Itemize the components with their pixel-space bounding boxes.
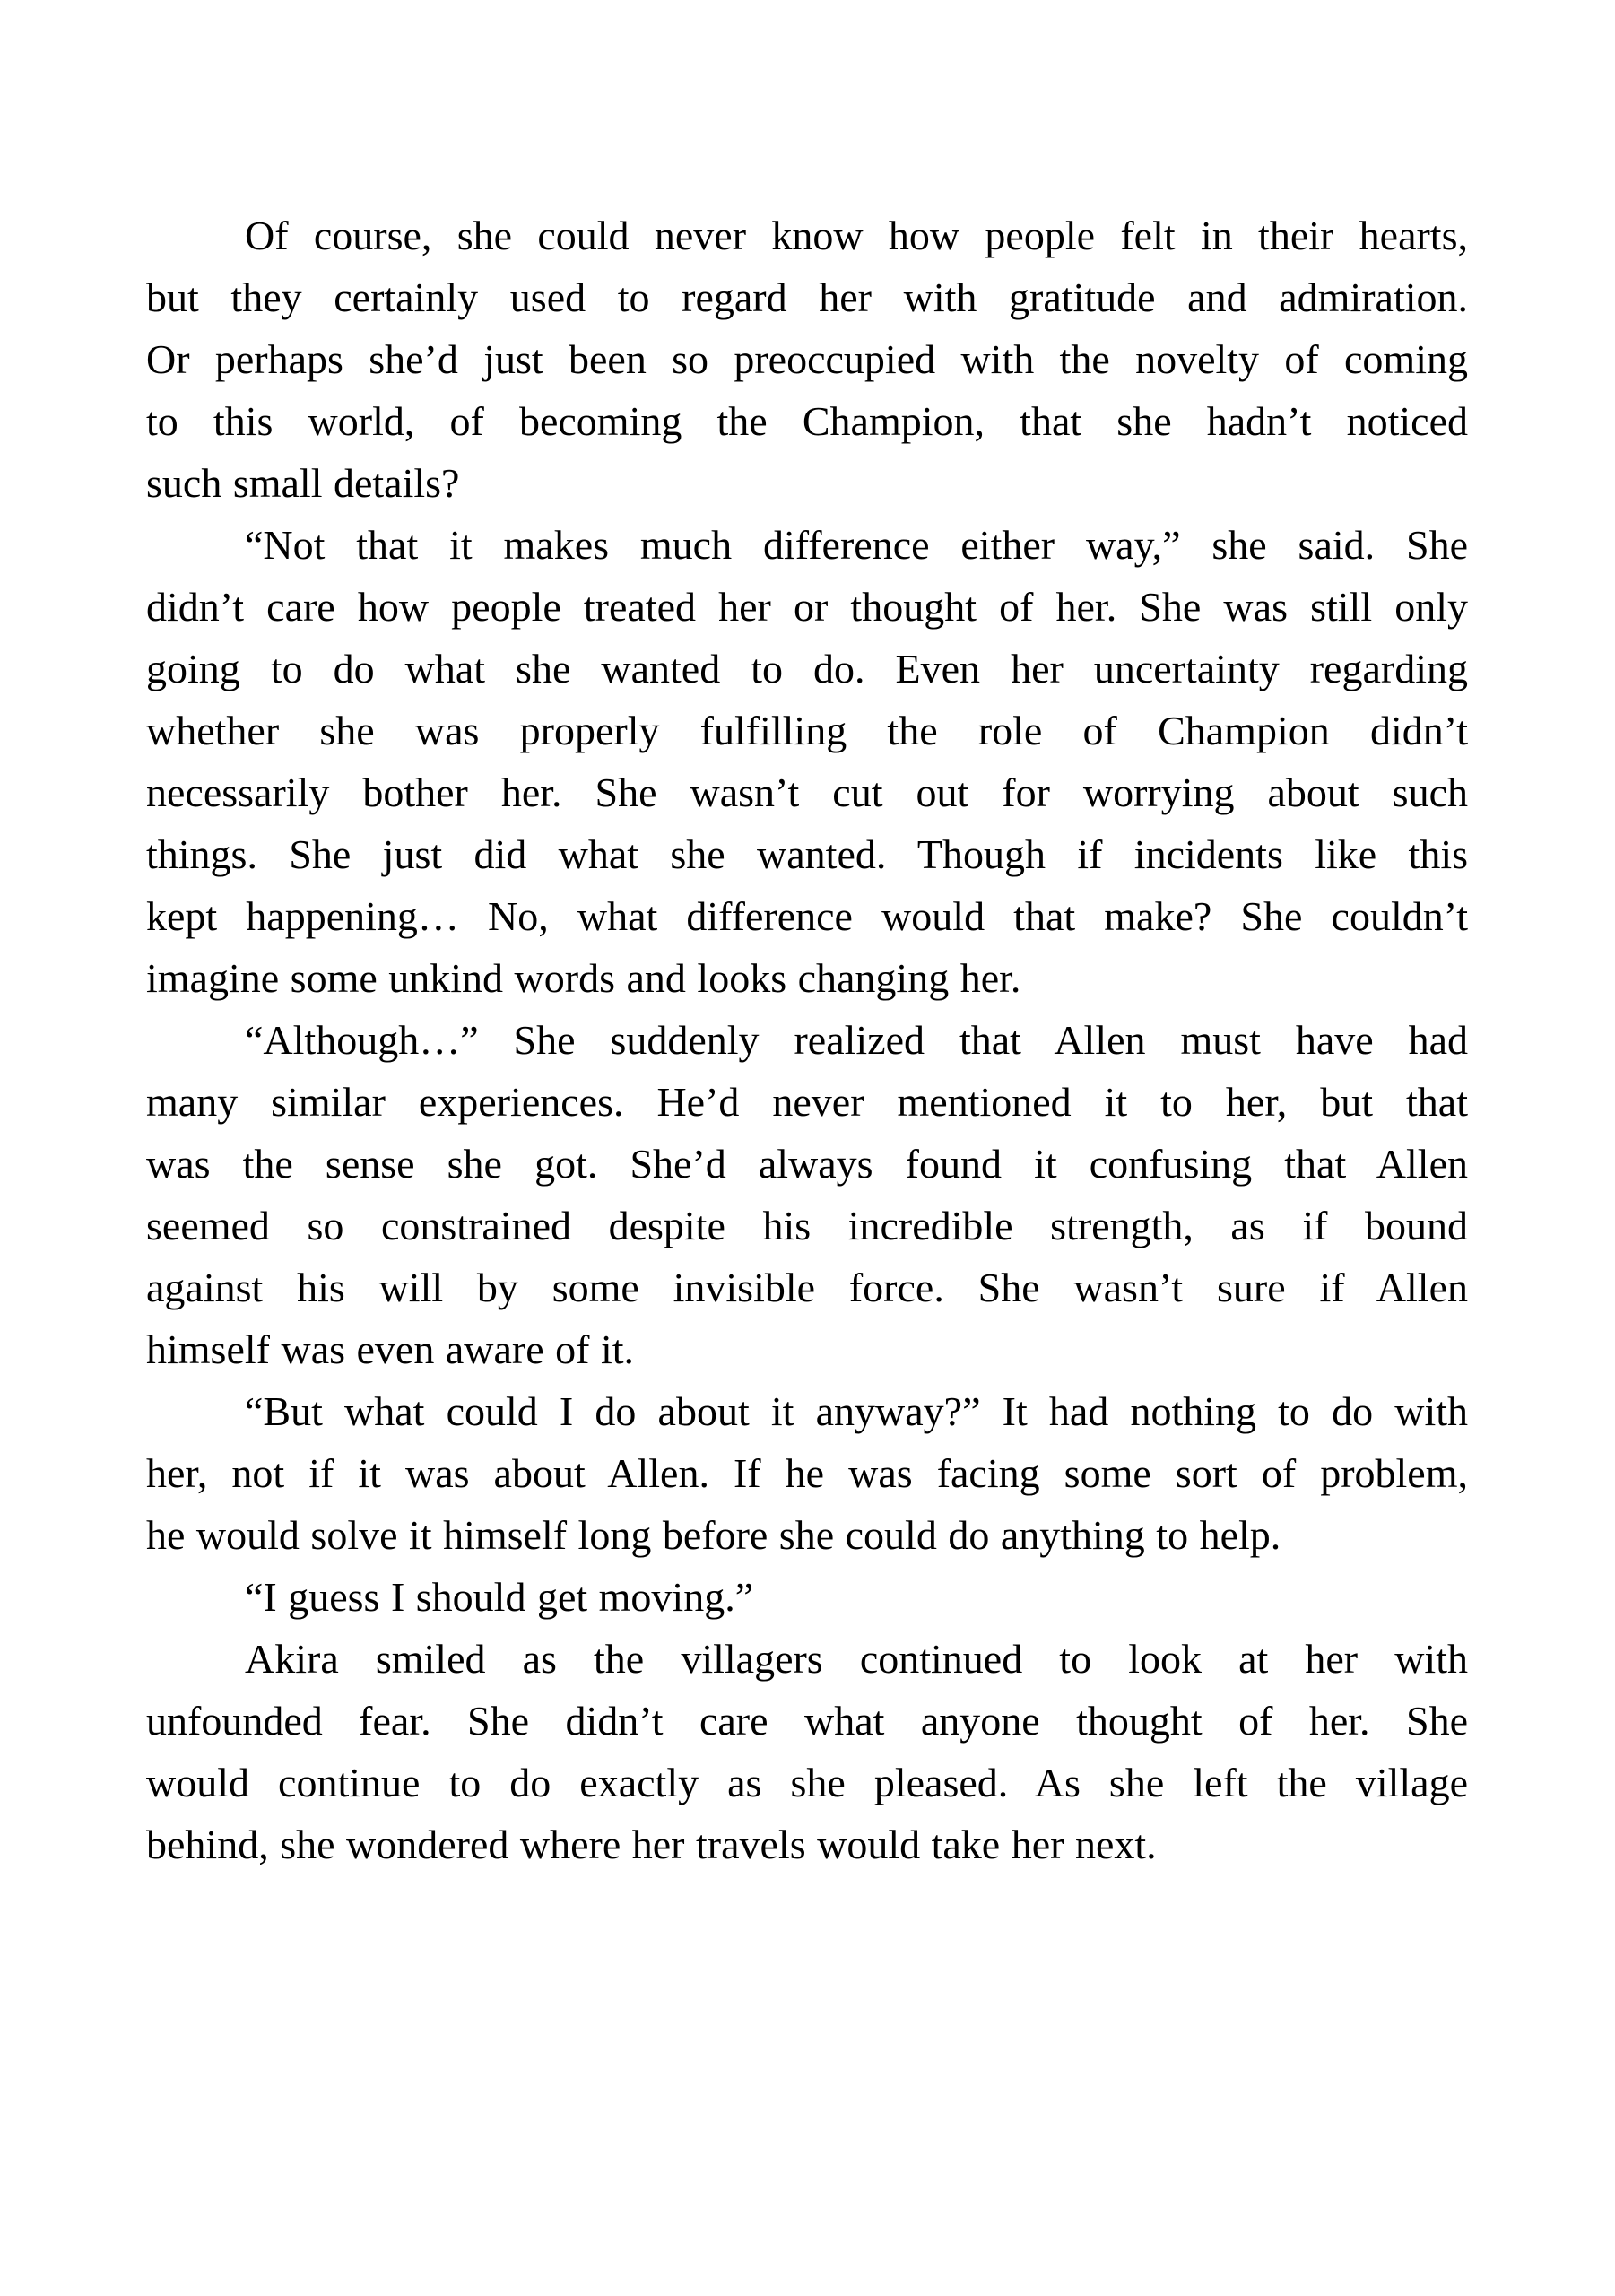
text-line: was the sense she got. She’d always found it confusing that Allen [146, 1141, 1468, 1187]
text-line: himself was even aware of it. [146, 1326, 635, 1372]
text-line: kept happening… No, what difference would that make? She couldn’t [146, 893, 1468, 939]
text-line: “Not that it makes much difference either way,” she said. She [245, 522, 1468, 568]
paragraph-4 [146, 1380, 1468, 1566]
text-line: “But what could I do about it anyway?” It had nothing to do with [245, 1388, 1468, 1434]
text-line: necessarily bother her. She wasn’t cut out for worrying about such [146, 770, 1468, 815]
text-line: Akira smiled as the villagers continued to look at her with [245, 1636, 1468, 1682]
text-line: going to do what she wanted to do. Even her uncertainty regarding [146, 646, 1468, 691]
paragraph-1 [146, 204, 1468, 514]
text-line: would continue to do exactly as she pleased. As she left the village [146, 1760, 1468, 1805]
text-line: against his will by some invisible force. She wasn’t sure if Allen [146, 1265, 1468, 1310]
text-column [146, 204, 1468, 1875]
text-line: but they certainly used to regard her with gratitude and admiration. [146, 274, 1468, 320]
paragraph-6 [146, 1628, 1468, 1875]
text-line: her, not if it was about Allen. If he was facing some sort of problem, [146, 1450, 1468, 1496]
text-line: imagine some unkind words and looks changing her. [146, 955, 1021, 1001]
text-line: Of course, she could never know how people felt in their hearts, [245, 213, 1468, 258]
paragraph-5 [146, 1566, 1468, 1628]
text-line: “Although…” She suddenly realized that Allen must have had [245, 1017, 1468, 1063]
text-line: whether she was properly fulfilling the role of Champion didn’t [146, 708, 1468, 753]
text-line: to this world, of becoming the Champion, that she hadn’t noticed [146, 398, 1468, 444]
text-line: unfounded fear. She didn’t care what anyone thought of her. She [146, 1698, 1468, 1744]
text-line: “I guess I should get moving.” [245, 1574, 754, 1620]
text-line: things. She just did what she wanted. Though if incidents like this [146, 831, 1468, 877]
paragraph-3 [146, 1009, 1468, 1380]
text-line: many similar experiences. He’d never mentioned it to her, but that [146, 1079, 1468, 1125]
paragraph-2 [146, 514, 1468, 1009]
text-line: behind, she wondered where her travels would take her next. [146, 1822, 1157, 1867]
text-line: such small details? [146, 460, 460, 506]
text-line: seemed so constrained despite his incredible strength, as if bound [146, 1203, 1468, 1248]
text-line: Or perhaps she’d just been so preoccupied with the novelty of coming [146, 336, 1468, 382]
text-line: he would solve it himself long before she could do anything to help. [146, 1512, 1281, 1558]
text-line: didn’t care how people treated her or thought of her. She was still only [146, 584, 1468, 630]
